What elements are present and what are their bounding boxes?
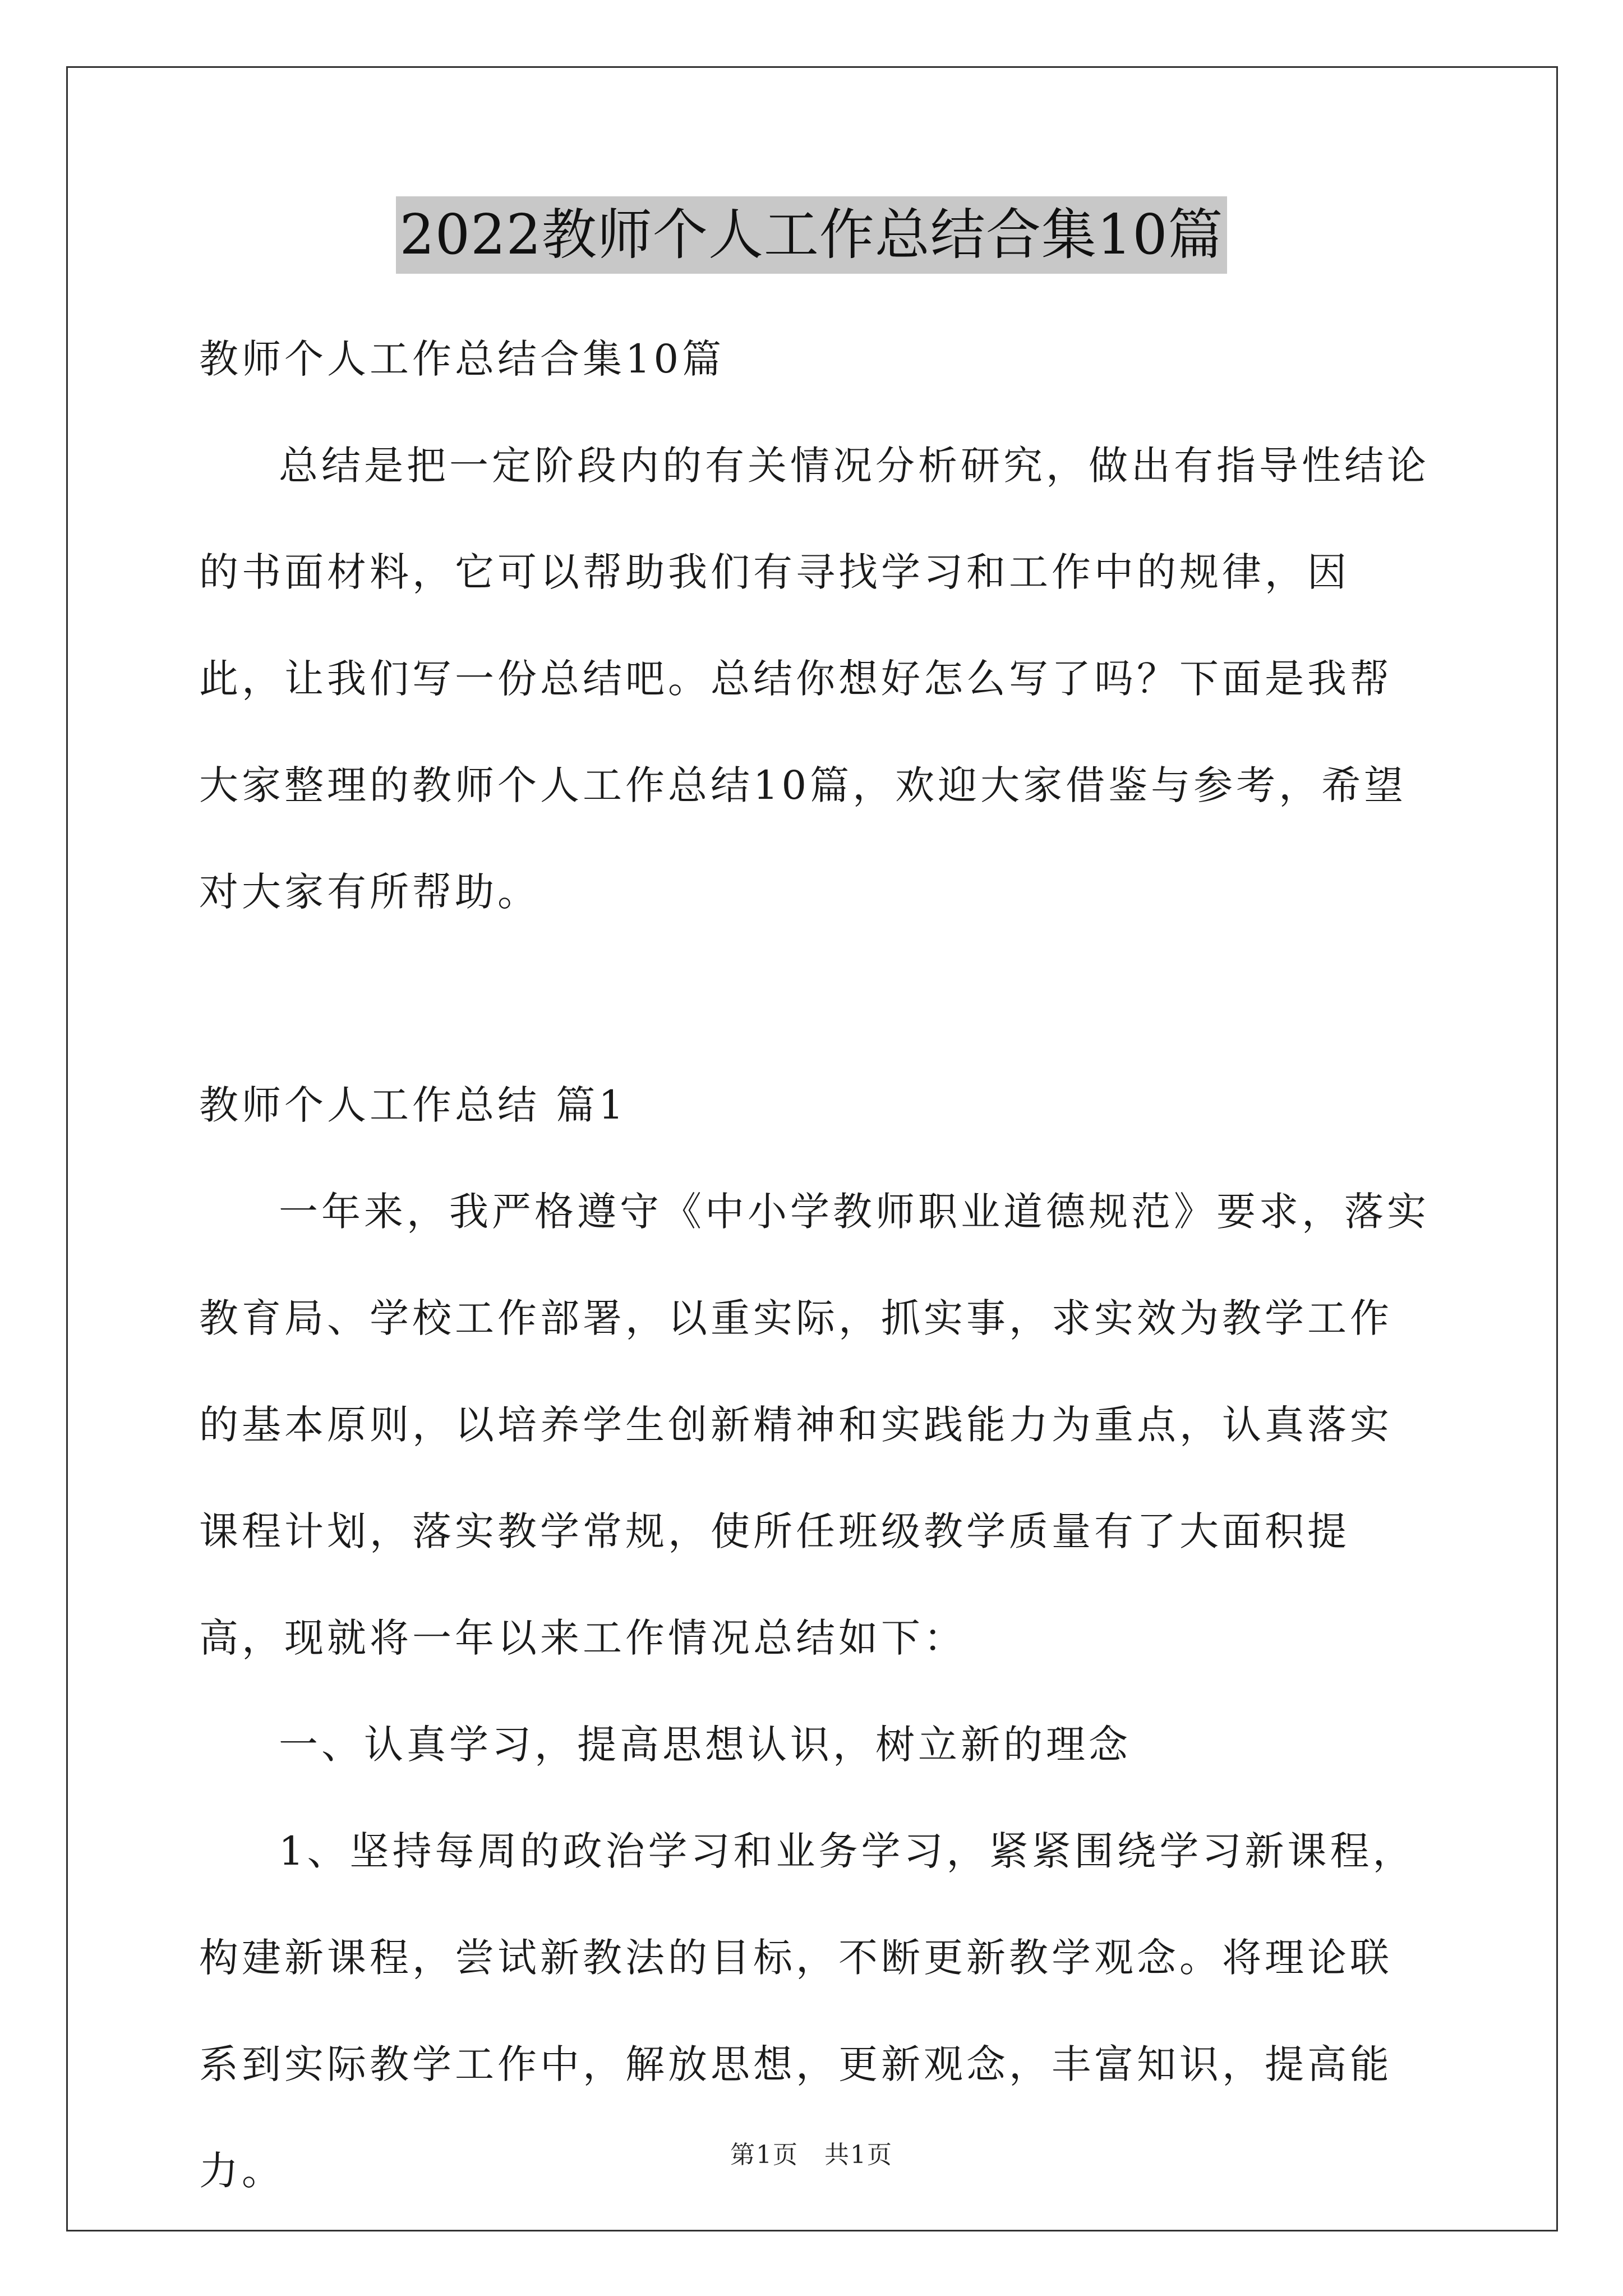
document-title: 2022教师个人工作总结合集10篇 (396, 196, 1227, 274)
paragraph-section-1: 一年来，我严格遵守《中小学教师职业道德规范》要求，落实教育局、学校工作部署，以重实际，抓实事，求实效为教学工作的基本原则，以培养学生创新精神和实践能力为重点，认真落实课程计划，落实教学常规，使所任班级教学质量有了大面积提高，现就将一年以来工作情况总结如下： (199, 1189, 1430, 1661)
paragraph-point-1: 1、坚持每周的政治学习和业务学习，紧紧围绕学习新课程，构建新课程，尝试新教法的目标，不断更新教学观念。将理论联系到实际教学工作中，解放思想，更新观念，丰富知识，提高能力。 (199, 1828, 1415, 2194)
document-body (199, 306, 1433, 2224)
title-container (0, 196, 1623, 274)
paragraph-subtitle: 教师个人工作总结合集10篇 (199, 336, 725, 382)
paragraph-spacer (199, 945, 1433, 1052)
section-heading: 教师个人工作总结 篇1 (199, 1082, 627, 1128)
paragraph-point-heading: 一、认真学习，提高思想认识，树立新的理念 (279, 1722, 1131, 1768)
paragraph-intro: 总结是把一定阶段内的有关情况分析研究，做出有指导性结论的书面材料，它可以帮助我们有寻找学习和工作中的规律，因此，让我们写一份总结吧。总结你想好怎么写了吗？下面是我帮大家整理的教师个人工作总结10篇，欢迎大家借鉴与参考，希望对大家有所帮助。 (199, 443, 1430, 915)
page-footer: 第1页 共1页 (730, 2141, 893, 2169)
